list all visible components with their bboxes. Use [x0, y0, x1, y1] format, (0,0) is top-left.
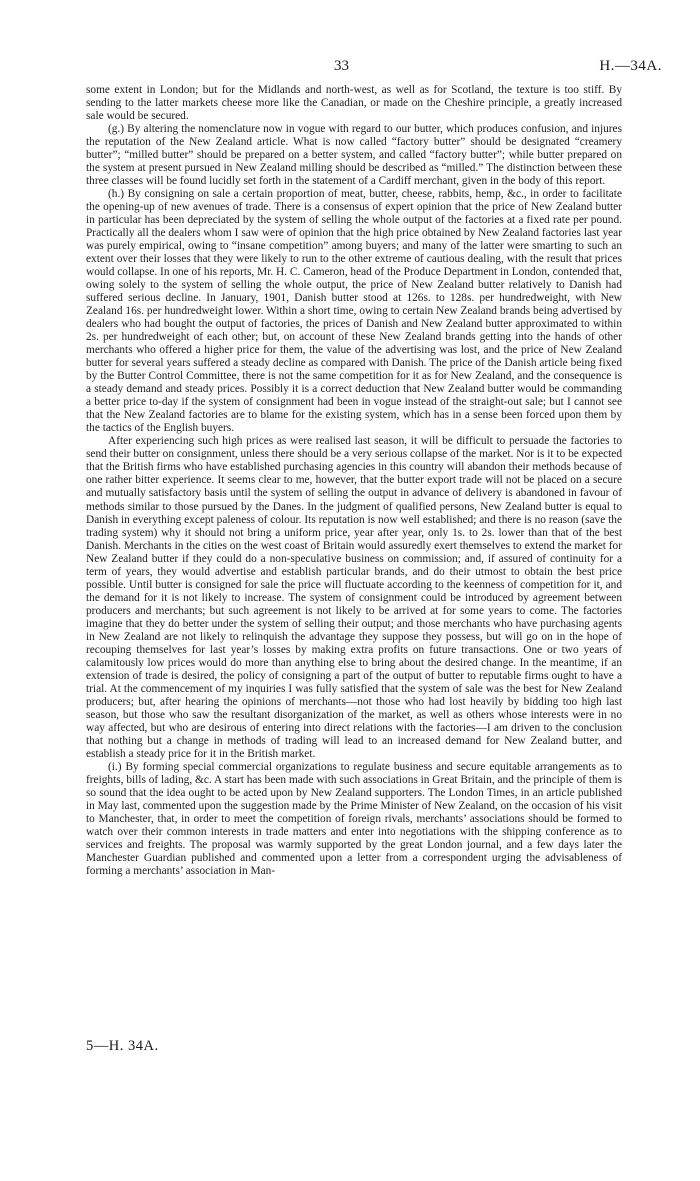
page-header	[0, 58, 700, 82]
printer-signature: 5—H. 34A.	[86, 1038, 159, 1054]
paragraph-g-nomenclature: (g.) By altering the nomenclature now in vogue with regard to our butter, which produces confusion, and injures the reputation of the New Zealand article. What is now called “factory butter” should be designated “creamery butter”; “milled butter” should be prepared on a better system, and called “factory butter”; while butter prepared on the system at present pursued in New Zealand milling should be described as “milled.” The distinction between these three classes will be found lucidly set forth in the statement of a Cardiff merchant, given in the body of this report.	[86, 123, 622, 188]
paragraph-h-consignment: (h.) By consigning on sale a certain proportion of meat, butter, cheese, rabbits, hemp, &c., in order to facilitate the opening-up of new avenues of trade. There is a consensus of expert opinion that the price of New Zealand butter in particular has been depreciated by the system of selling the whole output of the factories at a fixed rate per pound. Practically all the dealers whom I saw were of opinion that the high price obtained by New Zealand factories last year was purely empirical, owing to “insane competition” among buyers; and many of the latter were smarting to such an extent over their losses that they were likely to run to the other extreme of cautious dealing, with the result that prices would collapse. In one of his reports, Mr. H. C. Cameron, head of the Produce Department in London, contended that, owing solely to the system of selling the whole output, the price of New Zealand butter relatively to Danish had suffered serious decline. In January, 1901, Danish butter stood at 126s. to 128s. per hundredweight, with New Zealand 16s. per hundredweight lower. Within a short time, owing to certain New Zealand brands being advertised by dealers who had bought the output of factories, the prices of Danish and New Zealand butter approximated to within 2s. per hundredweight of each other; but, on account of these New Zealand brands getting into the hands of other merchants who offered a higher price for them, the value of the advertising was lost, and the price of New Zealand butter for several years suffered a steady decline as compared with Danish. The price of the Danish article being fixed by the Butter Control Committee, there is not the same competition for it as for New Zealand, and the consequence is a steady demand and steady prices. Possibly it is a correct deduction that New Zealand butter would be commanding a better price to-day if the system of consignment had been in vogue instead of the straight-out sale; but I cannot see that the New Zealand factories are to blame for the existing system, which has in a sense been forced upon them by the tactics of the English buyers.	[86, 188, 622, 435]
paragraph-high-prices: After experiencing such high prices as were realised last season, it will be difficult to persuade the factories to send their butter on consignment, unless there should be a very serious collapse of the market. Nor is it to be expected that the British firms who have established purchasing agencies in this country will abandon their methods because of one rather bitter experience. It seems clear to me, however, that the butter export trade will not be placed on a secure and mutually satisfactory basis until the system of selling the output in advance of delivery is abandoned in favour of methods similar to those pursued by the Danes. In the judgment of qualified persons, New Zealand butter is equal to Danish in everything except paleness of colour. Its reputation is now well established; and there is no reason (save the trading system) why it should not bring a uniform price, year after year, only 1s. to 2s. lower than that of the best Danish. Merchants in the cities on the west coast of Britain would assuredly exert themselves to extend the market for New Zealand butter if they could do a non-speculative business on commission; and, if assured of continuity for a term of years, they would advertise and establish particular brands, and do their utmost to obtain the best price possible. Until butter is consigned for sale the price will fluctuate according to the keenness of competition for it, and the demand for it is not likely to increase. The system of consignment could be introduced by agreement between producers and merchants; but such agreement is not likely to be arrived at for some years to come. The factories imagine that they do better under the system of selling their output; and those merchants who have purchasing agents in New Zealand are not likely to relinquish the advantage they suppose they possess, but will go on in the hope of recouping themselves for last year’s losses by making extra profits on future transactions. One or two years of calamitously low prices would do more than anything else to bring about the desired change. In the meantime, if an extension of trade is desired, the policy of consigning a part of the output of butter to reputable firms ought to have a trial. At the commencement of my inquiries I was fully satisfied that the system of sale was the best for New Zealand producers; but, after hearing the opinions of merchants—not those who had lost heavily by bidding too high last season, but those who saw the resultant disorganization of the market, as well as others whose interests were in no way affected, but who are desirous of entering into direct relations with the factories—I am driven to the conclusion that nothing but a change in methods of trading will lead to an increased demand for New Zealand butter, and establish a steady price for it in the British market.	[86, 435, 622, 760]
body-text	[86, 84, 622, 878]
page-number: 33	[334, 58, 349, 74]
paragraph-cheese-continuation: some extent in London; but for the Midlands and north-west, as well as for Scotland, the texture is too stiff. By sending to the latter markets cheese more like the Canadian, or made on the Cheshire principle, a greatly increased sale would be secured.	[86, 84, 622, 123]
paragraph-i-commercial-organizations: (i.) By forming special commercial organizations to regulate business and secure equitable arrangements as to freights, bills of lading, &c. A start has been made with such associations in Great Britain, and the principle of them is so sound that the idea ought to be acted upon by New Zealand supporters. The London Times, in an article published in May last, commented upon the suggestion made by the Prime Minister of New Zealand, on the occasion of his visit to Manchester, that, in order to meet the competition of foreign rivals, merchants’ associations should be formed to watch over their common interests in trade matters and enter into negotiations with the shipping conference as to services and freights. The proposal was warmly supported by the great London journal, and a few days later the Manchester Guardian published and commented upon a letter from a correspondent urging the advisableness of forming a merchants’ association in Man-	[86, 760, 622, 877]
document-code: H.—34A.	[599, 58, 662, 74]
